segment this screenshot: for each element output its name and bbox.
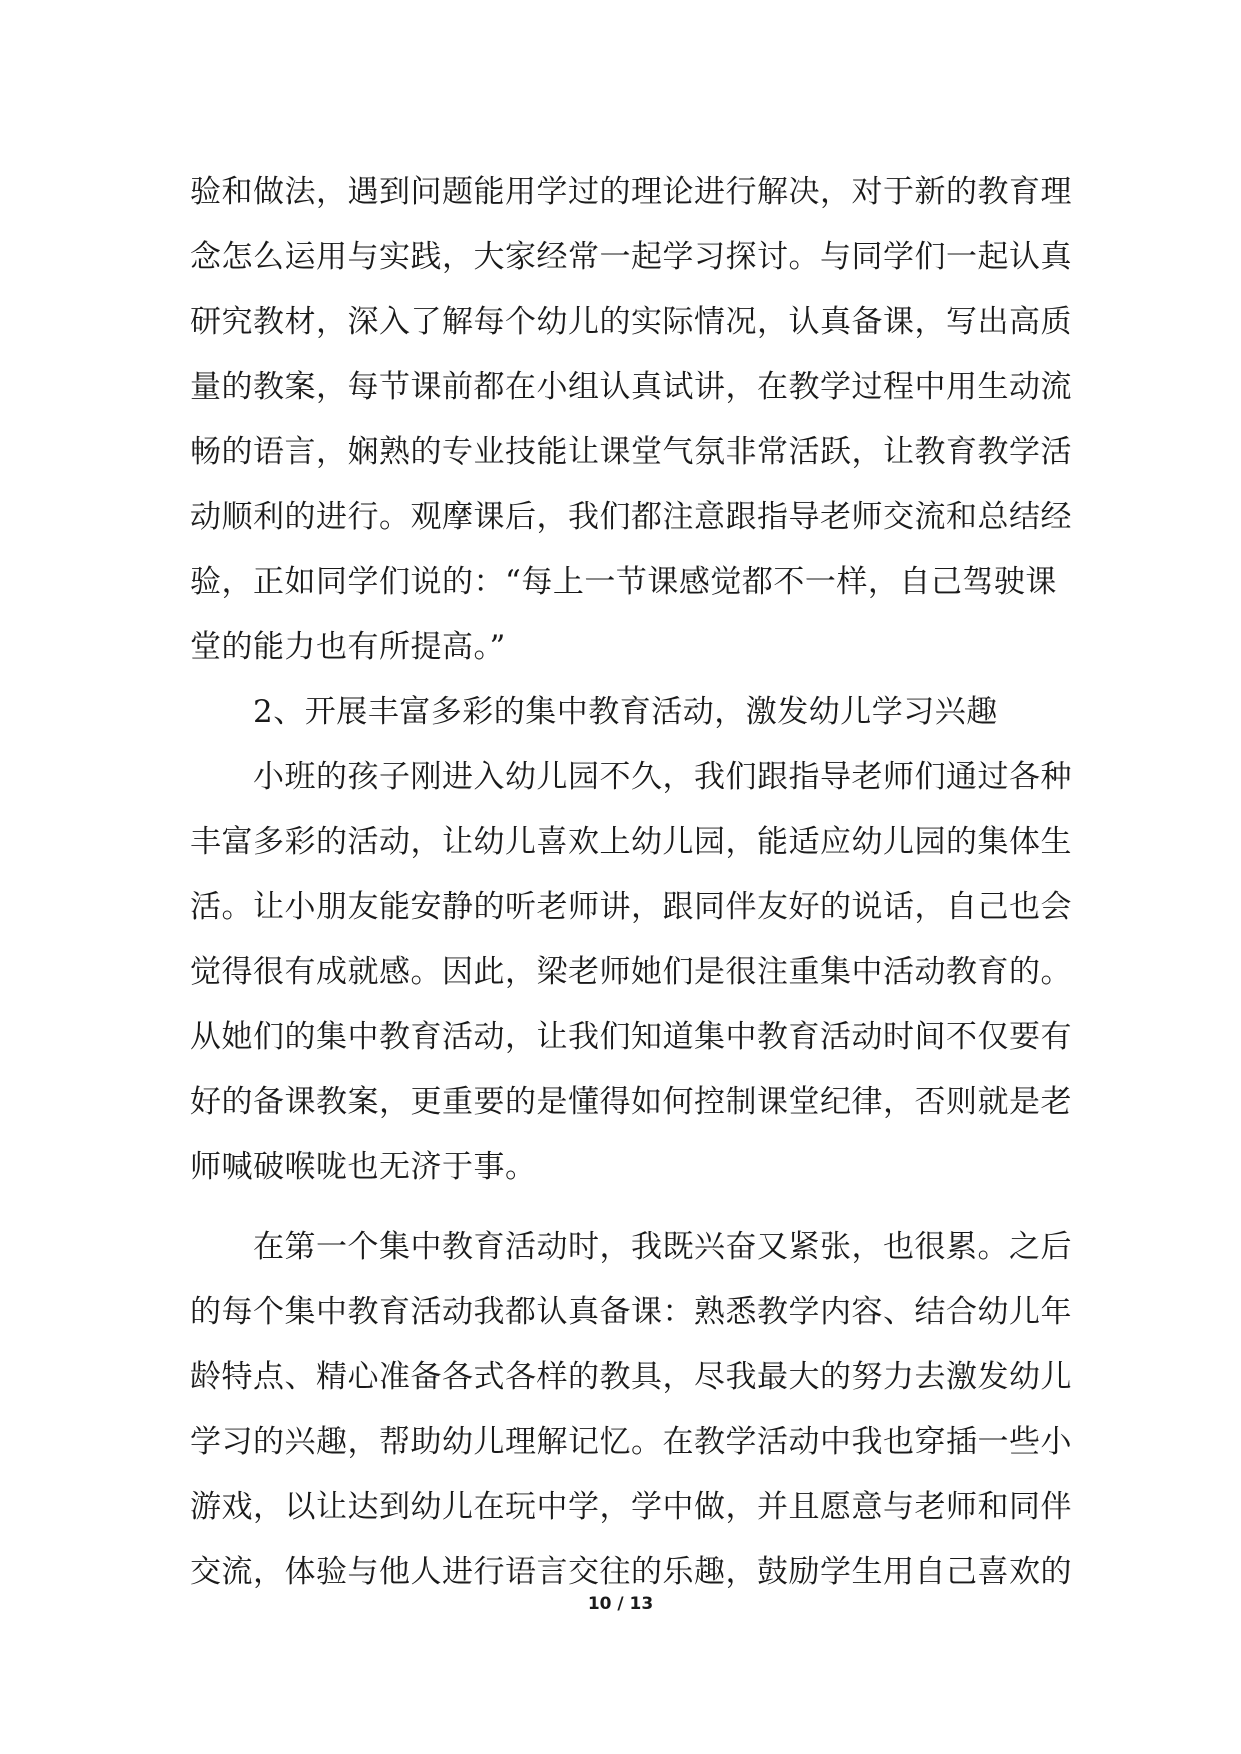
text-line: 游戏，以让达到幼儿在玩中学，学中做，并且愿意与老师和同伴 [190, 1489, 1072, 1525]
section-heading: 2、开展丰富多彩的集中教育活动，激发幼儿学习兴趣 [253, 694, 998, 730]
text-line: 龄特点、精心准备各式各样的教具，尽我最大的努力去激发幼儿 [190, 1359, 1072, 1395]
body-text [190, 160, 1070, 1605]
text-line: 交流，体验与他人进行语言交往的乐趣，鼓励学生用自己喜欢的 [190, 1554, 1072, 1590]
text-line: 师喊破喉咙也无济于事。 [190, 1149, 537, 1185]
text-line: 研究教材，深入了解每个幼儿的实际情况，认真备课，写出高质 [190, 304, 1072, 340]
page-number: 10 / 13 [587, 1594, 654, 1614]
text-line: 小班的孩子刚进入幼儿园不久，我们跟指导老师们通过各种 [253, 759, 1072, 795]
text-line: 的每个集中教育活动我都认真备课：熟悉教学内容、结合幼儿年 [190, 1294, 1072, 1330]
text-line: 验和做法，遇到问题能用学过的理论进行解决，对于新的教育理 [190, 174, 1072, 210]
text-line: 堂的能力也有所提高。” [190, 629, 506, 665]
text-line: 丰富多彩的活动，让幼儿喜欢上幼儿园，能适应幼儿园的集体生 [190, 824, 1072, 860]
text-line: 从她们的集中教育活动，让我们知道集中教育活动时间不仅要有 [190, 1019, 1072, 1055]
text-line: 觉得很有成就感。因此，梁老师她们是很注重集中活动教育的。 [190, 954, 1072, 990]
text-line: 学习的兴趣，帮助幼儿理解记忆。在教学活动中我也穿插一些小 [190, 1424, 1072, 1460]
text-line: 好的备课教案，更重要的是懂得如何控制课堂纪律，否则就是老 [190, 1084, 1072, 1120]
text-line: 动顺利的进行。观摩课后，我们都注意跟指导老师交流和总结经 [190, 499, 1072, 535]
text-line: 验，正如同学们说的：“每上一节课感觉都不一样，自己驾驶课 [190, 564, 1057, 600]
text-line: 念怎么运用与实践，大家经常一起学习探讨。与同学们一起认真 [190, 239, 1072, 275]
text-line: 量的教案，每节课前都在小组认真试讲，在教学过程中用生动流 [190, 369, 1072, 405]
text-line: 在第一个集中教育活动时，我既兴奋又紧张，也很累。之后 [253, 1229, 1072, 1265]
text-line: 畅的语言，娴熟的专业技能让课堂气氛非常活跃，让教育教学活 [190, 434, 1072, 470]
text-line: 活。让小朋友能安静的听老师讲，跟同伴友好的说话，自己也会 [190, 889, 1072, 925]
